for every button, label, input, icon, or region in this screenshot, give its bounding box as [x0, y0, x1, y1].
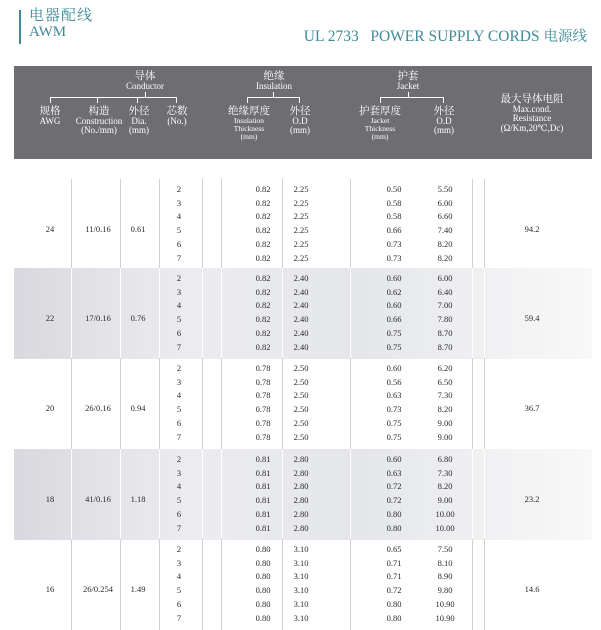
cores-cell: 6: [176, 327, 182, 338]
cores-cell: 6: [176, 508, 182, 519]
bracket-tick: [137, 97, 138, 103]
cores-cell: 2: [176, 273, 182, 283]
bracket-tick: [97, 97, 98, 103]
resistance-cell: 14.6: [524, 584, 540, 595]
dia-cell: 1.49: [130, 584, 146, 595]
insulation-thickness-cell: 0.82: [255, 184, 271, 194]
insulation-thickness-cell: 0.80: [255, 557, 271, 568]
column-divider: [350, 268, 351, 359]
jacket-thickness-cell: 0.60: [386, 273, 402, 283]
jacket-od-cell: 7.80: [437, 314, 453, 325]
insulation-thickness-cell: 0.78: [255, 363, 271, 373]
jacket-thickness-cell: 0.56: [386, 376, 402, 387]
insulation-od-cell: 2.50: [293, 363, 309, 373]
cores-cell: 7: [176, 522, 182, 533]
insulation-thickness-cell: 0.82: [255, 273, 271, 283]
jacket-od-cell: 6.40: [437, 286, 453, 297]
insulation-thickness-cell: 0.78: [255, 404, 271, 415]
construction-cell: 17/0.16: [85, 313, 111, 324]
insulation-od-cell: 2.50: [293, 376, 309, 387]
jacket-od-cell: 7.40: [437, 225, 453, 236]
jacket-od-cell: 5.50: [437, 184, 453, 194]
cores-cell: 7: [176, 341, 182, 352]
column-divider: [221, 268, 222, 359]
insulation-thickness-cell: 0.80: [255, 571, 271, 582]
jacket-od-cell: 6.80: [437, 454, 453, 464]
bracket-tick: [380, 97, 381, 103]
cores-cell: 5: [176, 404, 182, 415]
jacket-thickness-cell: 0.60: [386, 454, 402, 464]
cores-cell: 5: [176, 314, 182, 325]
jacket-thickness-cell: 0.80: [386, 598, 402, 609]
header-insulation: 绝缘 Insulation: [256, 70, 292, 92]
awg-cell: 20: [45, 403, 55, 414]
bracket-tick: [176, 97, 177, 103]
cores-cell: 4: [176, 390, 182, 401]
cores-cell: 3: [176, 557, 182, 568]
cores-cell: 4: [176, 481, 182, 492]
cores-cell: 2: [176, 184, 182, 194]
insulation-od-cell: 2.40: [293, 300, 309, 311]
jacket-od-cell: 6.00: [437, 197, 453, 208]
cores-cell: 4: [176, 211, 182, 222]
cores-cell: 6: [176, 417, 182, 428]
insulation-thickness-cell: 0.81: [255, 495, 271, 506]
insulation-od-cell: 2.80: [293, 481, 309, 492]
cores-cell: 4: [176, 571, 182, 582]
insulation-thickness-cell: 0.82: [255, 238, 271, 249]
insulation-od-cell: 2.25: [293, 197, 309, 208]
insulation-od-cell: 2.40: [293, 314, 309, 325]
header-dia: 外径 Dia. (mm): [128, 105, 150, 136]
cores-cell: 3: [176, 286, 182, 297]
insulation-od-cell: 2.50: [293, 417, 309, 428]
dia-cell: 0.76: [130, 313, 146, 324]
jacket-od-cell: 9.00: [437, 417, 453, 428]
insulation-thickness-cell: 0.81: [255, 467, 271, 478]
insulation-od-cell: 3.10: [293, 544, 309, 554]
cores-cell: 3: [176, 376, 182, 387]
construction-cell: 26/0.254: [83, 584, 113, 595]
jacket-thickness-cell: 0.65: [386, 544, 402, 554]
column-divider: [350, 179, 351, 270]
jacket-thickness-cell: 0.63: [386, 467, 402, 478]
table-group: [14, 179, 592, 270]
jacket-od-cell: 9.80: [437, 585, 453, 596]
jacket-thickness-cell: 0.66: [386, 225, 402, 236]
jacket-od-cell: 10.90: [435, 612, 455, 623]
column-divider: [484, 539, 485, 630]
column-divider: [221, 449, 222, 540]
left-title: [29, 7, 93, 42]
insulation-thickness-cell: 0.80: [255, 598, 271, 609]
jacket-thickness-cell: 0.73: [386, 252, 402, 263]
insulation-od-cell: 2.50: [293, 404, 309, 415]
insulation-thickness-cell: 0.78: [255, 390, 271, 401]
insulation-thickness-cell: 0.82: [255, 314, 271, 325]
jacket-od-cell: 8.20: [437, 404, 453, 415]
awg-cell: 18: [45, 494, 55, 505]
table-group: [14, 449, 592, 540]
jacket-thickness-cell: 0.75: [386, 341, 402, 352]
insulation-od-cell: 2.50: [293, 431, 309, 442]
jacket-thickness-cell: 0.60: [386, 300, 402, 311]
insulation-thickness-cell: 0.80: [255, 612, 271, 623]
table-group: [14, 268, 592, 359]
insulation-thickness-cell: 0.80: [255, 544, 271, 554]
right-title-cn: 电源线: [543, 29, 587, 45]
table-header: [14, 66, 592, 159]
insulation-thickness-cell: 0.78: [255, 376, 271, 387]
header-jacket-od: 外径 O.D (mm): [433, 105, 455, 136]
insulation-thickness-cell: 0.78: [255, 417, 271, 428]
insulation-od-cell: 2.25: [293, 252, 309, 263]
insulation-od-cell: 2.25: [293, 211, 309, 222]
header-awg: 规格 AWG: [39, 105, 61, 127]
insulation-od-cell: 2.80: [293, 508, 309, 519]
header-ins-thickness: 绝缘厚度 Insulation Thickness (mm): [228, 105, 270, 141]
header-conductor: 导体 Conductor: [126, 70, 164, 92]
insulation-od-cell: 2.40: [293, 286, 309, 297]
jacket-od-cell: 8.20: [437, 481, 453, 492]
jacket-thickness-cell: 0.71: [386, 557, 402, 568]
construction-cell: 41/0.16: [85, 494, 111, 505]
cores-cell: 5: [176, 495, 182, 506]
jacket-od-cell: 7.00: [437, 300, 453, 311]
jacket-thickness-cell: 0.60: [386, 363, 402, 373]
bracket-tick: [50, 97, 51, 103]
jacket-od-cell: 8.90: [437, 571, 453, 582]
insulation-od-cell: 2.50: [293, 390, 309, 401]
bracket-insulation-bar: [247, 97, 300, 98]
column-divider: [484, 358, 485, 449]
right-title: [304, 25, 587, 46]
cores-cell: 3: [176, 197, 182, 208]
cores-cell: 4: [176, 300, 182, 311]
dia-cell: 0.94: [130, 403, 146, 414]
jacket-od-cell: 9.00: [437, 495, 453, 506]
insulation-thickness-cell: 0.82: [255, 197, 271, 208]
column-divider: [484, 449, 485, 540]
jacket-thickness-cell: 0.80: [386, 522, 402, 533]
insulation-od-cell: 2.25: [293, 225, 309, 236]
header-cores: 芯数 (No.): [166, 105, 188, 127]
jacket-thickness-cell: 0.71: [386, 571, 402, 582]
insulation-thickness-cell: 0.82: [255, 286, 271, 297]
dia-cell: 1.18: [130, 494, 146, 505]
resistance-cell: 36.7: [524, 403, 540, 414]
insulation-thickness-cell: 0.82: [255, 225, 271, 236]
insulation-od-cell: 3.10: [293, 585, 309, 596]
left-title-en: AWM: [29, 24, 67, 41]
insulation-thickness-cell: 0.81: [255, 508, 271, 519]
header-ins-od: 外径 O.D (mm): [289, 105, 311, 136]
awg-cell: 16: [45, 584, 55, 595]
cores-cell: 5: [176, 225, 182, 236]
jacket-thickness-cell: 0.63: [386, 390, 402, 401]
construction-cell: 11/0.16: [85, 224, 111, 235]
awg-cell: 22: [45, 313, 55, 324]
jacket-od-cell: 8.20: [437, 238, 453, 249]
jacket-od-cell: 10.90: [435, 598, 455, 609]
jacket-od-cell: 6.20: [437, 363, 453, 373]
header-jacket-thickness: 护套厚度 Jacket Thickness (mm): [359, 105, 401, 141]
jacket-thickness-cell: 0.73: [386, 238, 402, 249]
insulation-od-cell: 2.80: [293, 522, 309, 533]
jacket-thickness-cell: 0.50: [386, 184, 402, 194]
jacket-od-cell: 10.00: [435, 508, 455, 519]
header-jacket: 护套 Jacket: [396, 70, 420, 92]
awg-cell: 24: [45, 224, 55, 235]
cores-cell: 2: [176, 363, 182, 373]
jacket-od-cell: 9.00: [437, 431, 453, 442]
insulation-thickness-cell: 0.82: [255, 327, 271, 338]
column-divider: [350, 449, 351, 540]
jacket-od-cell: 8.70: [437, 327, 453, 338]
insulation-od-cell: 2.40: [293, 273, 309, 283]
insulation-od-cell: 2.80: [293, 495, 309, 506]
jacket-thickness-cell: 0.58: [386, 197, 402, 208]
jacket-od-cell: 7.30: [437, 390, 453, 401]
jacket-thickness-cell: 0.72: [386, 495, 402, 506]
dia-cell: 0.61: [130, 224, 146, 235]
jacket-thickness-cell: 0.62: [386, 286, 402, 297]
bracket-jacket-bar: [380, 97, 444, 98]
column-divider: [221, 539, 222, 630]
insulation-thickness-cell: 0.82: [255, 300, 271, 311]
jacket-od-cell: 10.00: [435, 522, 455, 533]
accent-line: [19, 10, 21, 44]
insulation-od-cell: 2.80: [293, 454, 309, 464]
column-divider: [221, 179, 222, 270]
jacket-thickness-cell: 0.58: [386, 211, 402, 222]
cores-cell: 7: [176, 612, 182, 623]
table-group: [14, 539, 592, 630]
insulation-od-cell: 2.80: [293, 467, 309, 478]
cores-cell: 3: [176, 467, 182, 478]
resistance-cell: 94.2: [524, 224, 540, 235]
cores-cell: 6: [176, 598, 182, 609]
insulation-thickness-cell: 0.82: [255, 341, 271, 352]
insulation-od-cell: 3.10: [293, 557, 309, 568]
jacket-od-cell: 8.20: [437, 252, 453, 263]
insulation-thickness-cell: 0.78: [255, 431, 271, 442]
jacket-od-cell: 6.00: [437, 273, 453, 283]
table-group: [14, 358, 592, 449]
cores-cell: 2: [176, 544, 182, 554]
insulation-thickness-cell: 0.82: [255, 211, 271, 222]
insulation-od-cell: 3.10: [293, 571, 309, 582]
construction-cell: 26/0.16: [85, 403, 111, 414]
jacket-thickness-cell: 0.75: [386, 327, 402, 338]
insulation-od-cell: 2.40: [293, 341, 309, 352]
bracket-tick: [299, 97, 300, 103]
insulation-od-cell: 2.40: [293, 327, 309, 338]
cores-cell: 7: [176, 431, 182, 442]
cores-cell: 6: [176, 238, 182, 249]
cores-cell: 7: [176, 252, 182, 263]
resistance-cell: 59.4: [524, 313, 540, 324]
cores-cell: 2: [176, 454, 182, 464]
column-divider: [350, 358, 351, 449]
insulation-thickness-cell: 0.80: [255, 585, 271, 596]
jacket-thickness-cell: 0.80: [386, 508, 402, 519]
jacket-od-cell: 8.70: [437, 341, 453, 352]
column-divider: [484, 179, 485, 270]
resistance-cell: 23.2: [524, 494, 540, 505]
jacket-thickness-cell: 0.75: [386, 431, 402, 442]
insulation-od-cell: 3.10: [293, 598, 309, 609]
column-divider: [350, 539, 351, 630]
jacket-thickness-cell: 0.75: [386, 417, 402, 428]
header-construction: 构造 Construction (No./mm): [75, 105, 123, 136]
bracket-conductor-bar: [50, 97, 177, 98]
jacket-thickness-cell: 0.80: [386, 612, 402, 623]
jacket-od-cell: 7.30: [437, 467, 453, 478]
cores-cell: 5: [176, 585, 182, 596]
jacket-thickness-cell: 0.72: [386, 585, 402, 596]
right-title-en: UL 2733 POWER SUPPLY CORDS: [303, 28, 540, 45]
jacket-od-cell: 7.50: [437, 544, 453, 554]
bracket-tick: [247, 97, 248, 103]
jacket-thickness-cell: 0.72: [386, 481, 402, 492]
jacket-od-cell: 6.50: [437, 376, 453, 387]
left-title-cn: 电器配线: [29, 6, 94, 24]
column-divider: [221, 358, 222, 449]
jacket-thickness-cell: 0.73: [386, 404, 402, 415]
column-divider: [484, 268, 485, 359]
header-resistance: 最大导体电阻 Max.cond. Resistance (Ω/Km,20℃,Dc): [500, 93, 564, 133]
jacket-thickness-cell: 0.66: [386, 314, 402, 325]
page-header: [0, 0, 601, 66]
insulation-thickness-cell: 0.81: [255, 522, 271, 533]
insulation-od-cell: 2.25: [293, 238, 309, 249]
insulation-thickness-cell: 0.82: [255, 252, 271, 263]
insulation-od-cell: 2.25: [293, 184, 309, 194]
jacket-od-cell: 6.60: [437, 211, 453, 222]
insulation-thickness-cell: 0.81: [255, 454, 271, 464]
bracket-tick: [443, 97, 444, 103]
insulation-od-cell: 3.10: [293, 612, 309, 623]
insulation-thickness-cell: 0.81: [255, 481, 271, 492]
jacket-od-cell: 8.10: [437, 557, 453, 568]
